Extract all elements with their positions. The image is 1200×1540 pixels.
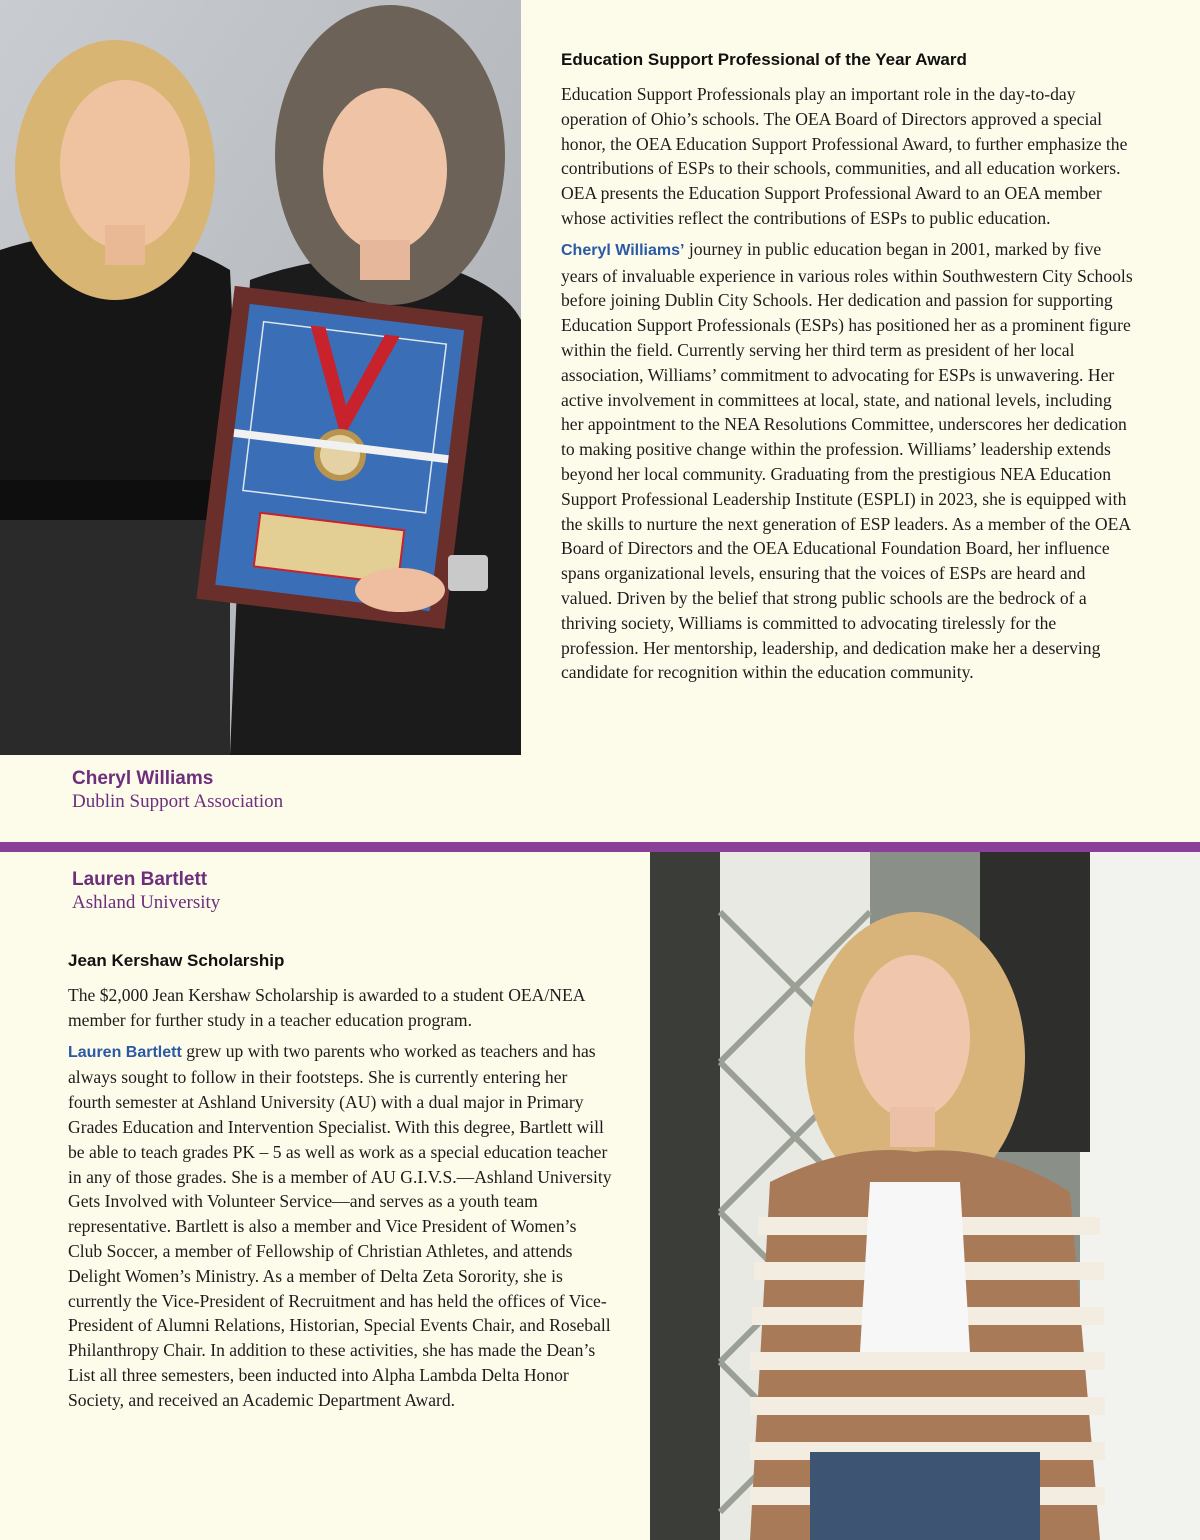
scholarship-body <box>68 983 613 1419</box>
recipient-name: Lauren Bartlett <box>68 1043 182 1061</box>
award-caption-name: Cheryl Williams <box>72 768 214 789</box>
award-presentation-photo <box>0 0 521 755</box>
section-divider <box>0 842 1200 852</box>
award-intro: Education Support Professionals play an important role in the day-to-day operation of Ohio’s schools. The OEA Board of Directors approved a special honor, the OEA Education Support Professional Award, to further emphasize the contributions of ESPs to their schools, communities, and all education workers. OEA presents the Education Support Professional Award to an OEA member whose activities reflect the contributions of ESPs to public education. <box>561 84 1128 228</box>
award-heading: Education Support Professional of the Year Award <box>561 50 967 69</box>
recipient-bio: grew up with two parents who worked as teachers and has always sought to follow in their footsteps. She is currently entering her fourth semester at Ashland University (AU) with a dual major in Primary Grades Education and Intervention Specialist. With this degree, Bartlett will be able to teach grades PK – 5 as well as work as a special education teacher in any of those grades. She is a member of AU G.I.V.S.—Ashland University Gets Involved with Volunteer Service—and serves as a youth team representative. Bartlett is also a member and Vice President of Women’s Club Soccer, a member of Fellowship of Christian Athletes, and attends Delight Women’s Ministry. As a member of Delta Zeta Sorority, she is currently the Vice-President of Recruitment and has held the offices of Vice-President of Alumni Relations, Historian, Special Events Chair, and Roseball Philanthropy Chair. In addition to these activities, she has made the Dean’s List all three semesters, been inducted into Alpha Lambda Delta Honor Society, and received an Academic Department Award. <box>68 1040 612 1410</box>
honoree-bio: journey in public education began in 2001, marked by five years of invaluable experience in various roles within Southwestern City Schools before joining Dublin City Schools. Her dedication and passion for supporting Education Support Professionals (ESPs) has positioned her as a prominent figure within the field. Currently serving her third term as president of her local association, Williams’ commitment to advocating for ESPs is unwavering. Her active involvement in committees at local, state, and national levels, including her appointment to the NEA Resolutions Committee, underscores her dedication to making positive change within the profession. Williams’ leadership extends beyond her local community. Graduating from the prestigious NEA Education Support Professional Leadership Institute (ESPLI) in 2023, she is equipped with the skills to nurture the next generation of ESP leaders. As a member of the OEA Board of Directors and the OEA Educational Foundation Board, her influence spans organizational levels, ensuring that the voices of ESPs are heard and valued. Driven by the belief that strong public schools are the bedrock of a thriving society, Williams is committed to advocating tirelessly for the profession. Her mentorship, leadership, and dedication make her a deserving candidate for recognition within the education community. <box>561 238 1133 683</box>
scholarship-caption-org: Ashland University <box>72 892 221 913</box>
scholarship-caption-name: Lauren Bartlett <box>72 869 208 890</box>
scholarship-bio-paragraph <box>68 1039 613 1413</box>
award-bio-paragraph <box>561 237 1136 685</box>
scholarship-heading: Jean Kershaw Scholarship <box>68 951 285 970</box>
scholarship-recipient-photo <box>650 852 1200 1540</box>
award-body <box>561 82 1136 691</box>
honoree-name: Cheryl Williams’ <box>561 241 685 259</box>
award-caption-org: Dublin Support Association <box>72 791 284 812</box>
scholarship-intro: The $2,000 Jean Kershaw Scholarship is awarded to a student OEA/NEA member for further study in a teacher education program. <box>68 985 585 1030</box>
